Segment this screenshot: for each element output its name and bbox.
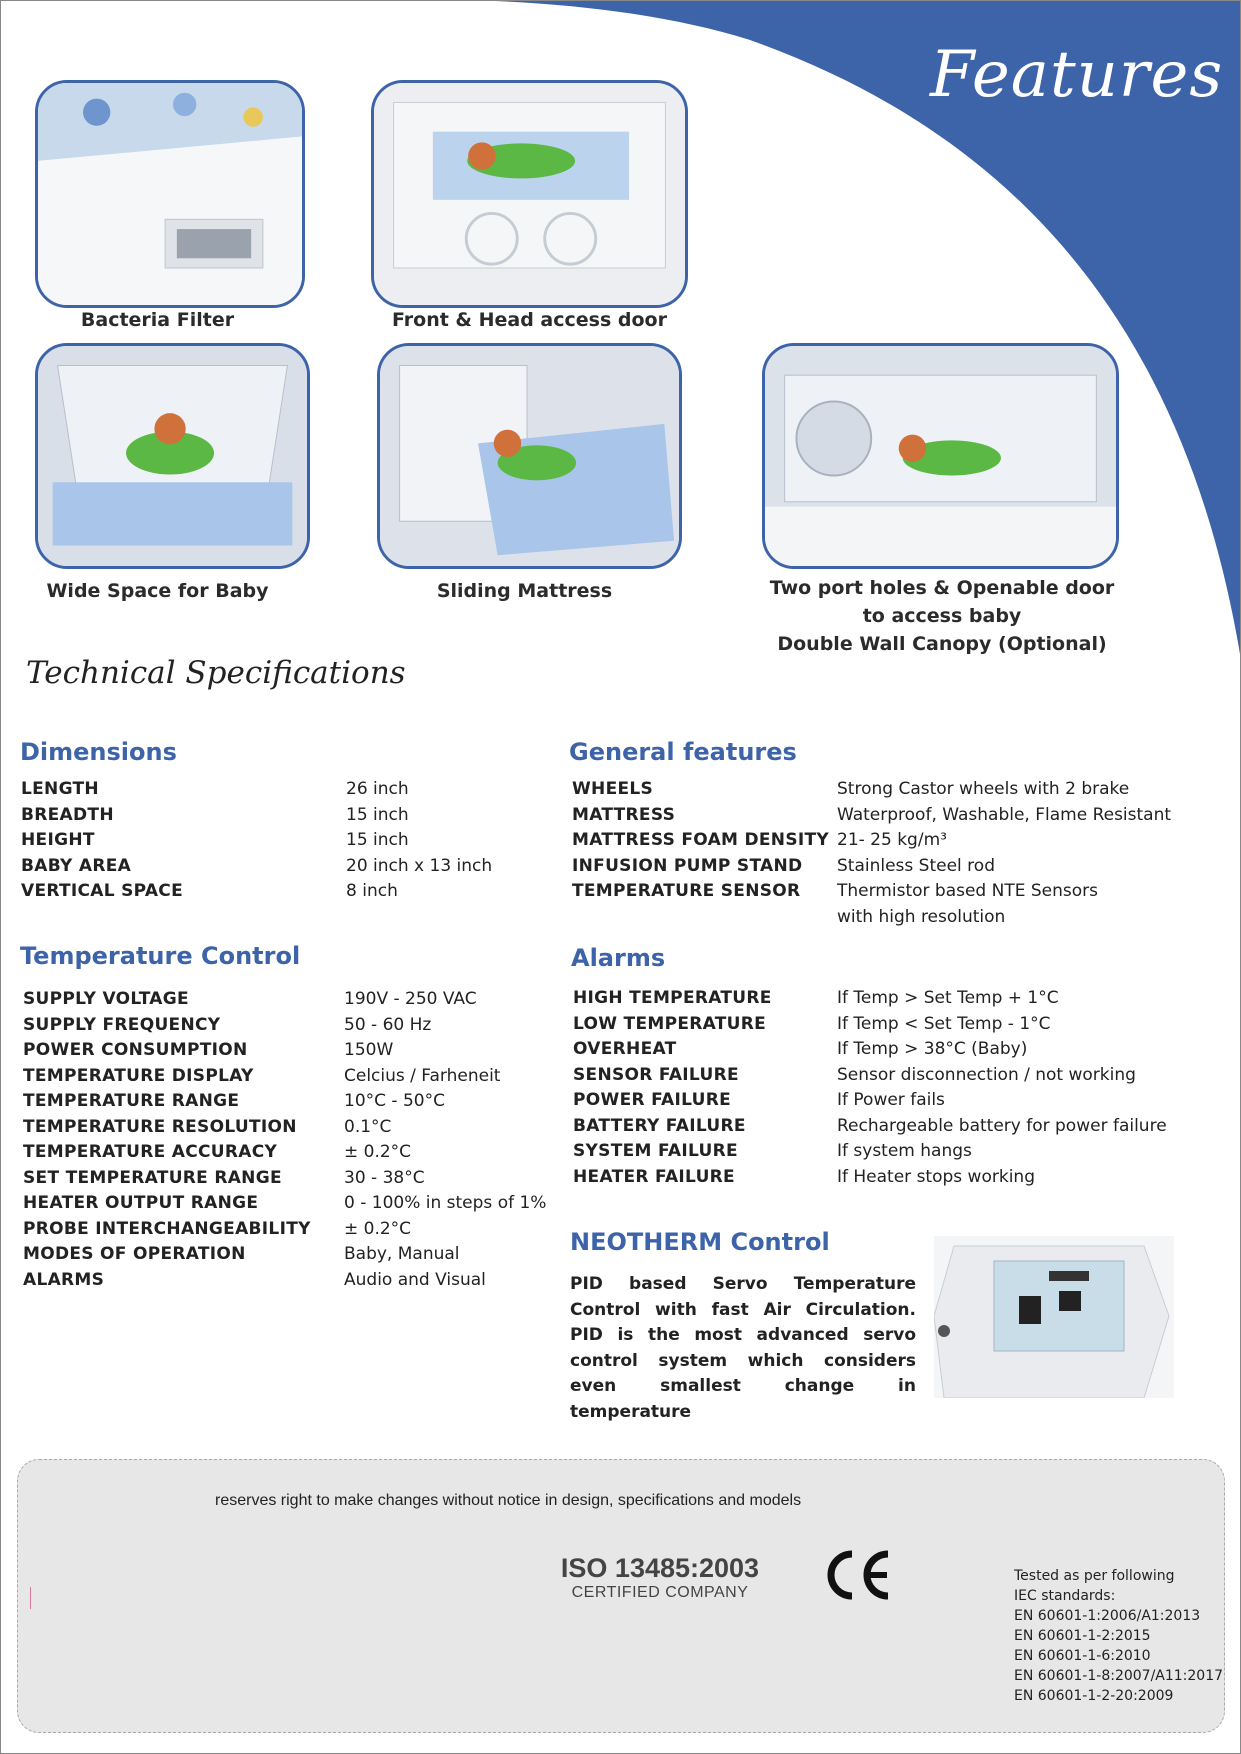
dimensions-table	[21, 777, 492, 905]
spec-value: Audio and Visual	[344, 1269, 486, 1290]
spec-value: 26 inch	[346, 779, 409, 799]
spec-row	[573, 1037, 1167, 1063]
photo-bacteria-filter	[35, 80, 305, 308]
spec-row	[573, 1088, 1167, 1114]
standard-line: EN 60601-1-8:2007/A11:2017	[1014, 1668, 1224, 1684]
spec-value: 15 inch	[346, 830, 409, 850]
spec-key	[572, 905, 837, 931]
caption-front-head-access-door: Front & Head access door	[392, 309, 667, 331]
spec-value: Rechargeable battery for power failure	[837, 1115, 1167, 1136]
spec-key: TEMPERATURE DISPLAY	[23, 1065, 254, 1086]
spec-key: BREADTH	[21, 804, 114, 825]
spec-key: SET TEMPERATURE RANGE	[23, 1167, 282, 1188]
spec-row	[572, 803, 1171, 829]
spec-row	[23, 1166, 546, 1192]
spec-row	[23, 1242, 546, 1268]
spec-value: If Temp < Set Temp - 1°C	[837, 1013, 1051, 1034]
features-title: Features	[930, 38, 1224, 112]
spec-row	[23, 1217, 546, 1243]
iso-certification	[540, 1553, 780, 1602]
neotherm-control-title: NEOTHERM Control	[570, 1228, 830, 1256]
standard-line: EN 60601-1-2-20:2009	[1014, 1688, 1174, 1704]
spec-key: TEMPERATURE ACCURACY	[23, 1142, 278, 1162]
spec-key: HEATER FAILURE	[573, 1166, 735, 1187]
general-features-table	[572, 777, 1171, 930]
spec-key: MATTRESS FOAM DENSITY	[572, 830, 830, 850]
spec-value: 190V - 250 VAC	[344, 989, 477, 1009]
spec-key: ALARMS	[23, 1269, 105, 1290]
alarms-table	[573, 986, 1167, 1190]
photo-front-head-access-door	[371, 80, 688, 308]
spec-row	[572, 854, 1171, 880]
caption-line-1: Two port holes & Openable door	[769, 577, 1115, 599]
caption-wide-space-for-baby: Wide Space for Baby	[46, 580, 269, 602]
spec-row	[21, 879, 492, 905]
spec-row	[573, 1063, 1167, 1089]
ce-mark-icon	[824, 1548, 894, 1602]
spec-value: 10°C - 50°C	[344, 1091, 445, 1111]
spec-value: ± 0.2°C	[344, 1142, 412, 1162]
spec-row	[573, 1139, 1167, 1165]
spec-value: If system hangs	[837, 1141, 972, 1161]
spec-value: 30 - 38°C	[344, 1167, 425, 1188]
spec-value: 50 - 60 Hz	[344, 1014, 432, 1035]
spec-row	[572, 828, 1171, 854]
spec-row	[21, 854, 492, 880]
spec-key: TEMPERATURE RANGE	[23, 1091, 240, 1111]
spec-row	[23, 1191, 546, 1217]
spec-value: 20 inch x 13 inch	[346, 855, 493, 876]
general-features-title: General features	[569, 738, 797, 766]
spec-value: 0.1°C	[344, 1116, 392, 1137]
footer-mark	[30, 1587, 31, 1609]
spec-row	[572, 905, 1171, 931]
spec-key: TEMPERATURE RESOLUTION	[23, 1116, 297, 1137]
spec-row	[572, 777, 1171, 803]
spec-value: Baby, Manual	[344, 1244, 460, 1264]
spec-row	[23, 1115, 546, 1141]
spec-key: BABY AREA	[21, 855, 132, 876]
standard-line: EN 60601-1:2006/A1:2013	[1014, 1608, 1201, 1624]
spec-key: PROBE INTERCHANGEABILITY	[23, 1218, 311, 1239]
footer-disclaimer: reserves right to make changes without notice in design, specifications and models	[215, 1492, 802, 1509]
standard-line: IEC standards:	[1014, 1588, 1116, 1604]
spec-row	[23, 1268, 546, 1294]
spec-value: with high resolution	[837, 906, 1006, 927]
spec-key: HEIGHT	[21, 830, 95, 850]
spec-value: If Power fails	[837, 1090, 945, 1110]
spec-value: Thermistor based NTE Sensors	[837, 881, 1099, 901]
spec-row	[573, 1012, 1167, 1038]
temperature-control-table	[23, 987, 546, 1293]
spec-value: Celcius / Farheneit	[344, 1065, 501, 1086]
caption-bacteria-filter: Bacteria Filter	[80, 309, 235, 331]
photo-two-port-holes	[762, 343, 1119, 569]
standard-line: Tested as per following	[1014, 1568, 1175, 1584]
spec-key: SENSOR FAILURE	[573, 1064, 739, 1085]
spec-key: TEMPERATURE SENSOR	[572, 881, 801, 901]
spec-key: POWER CONSUMPTION	[23, 1040, 248, 1060]
spec-value: 0 - 100% in steps of 1%	[344, 1193, 547, 1213]
spec-key: HIGH TEMPERATURE	[573, 988, 772, 1008]
spec-row	[23, 1038, 546, 1064]
spec-key: OVERHEAT	[573, 1039, 677, 1059]
spec-value: 150W	[344, 1040, 394, 1060]
spec-key: SUPPLY VOLTAGE	[23, 989, 189, 1009]
spec-row	[21, 803, 492, 829]
iso-sub-label: CERTIFIED COMPANY	[571, 1584, 749, 1601]
spec-row	[573, 986, 1167, 1012]
spec-row	[23, 1089, 546, 1115]
spec-value: ± 0.2°C	[344, 1218, 412, 1239]
spec-row	[573, 1114, 1167, 1140]
spec-row	[23, 1013, 546, 1039]
spec-value: Sensor disconnection / not working	[837, 1064, 1136, 1085]
iec-standards-list	[1014, 1566, 1223, 1706]
spec-key: INFUSION PUMP STAND	[572, 855, 803, 876]
caption-line-2: to access baby	[862, 605, 1022, 627]
spec-value: Waterproof, Washable, Flame Resistant	[837, 804, 1172, 825]
spec-row	[23, 1064, 546, 1090]
photo-wide-space-for-baby	[35, 343, 310, 569]
spec-value: 8 inch	[346, 881, 398, 901]
standard-line: EN 60601-1-6:2010	[1014, 1648, 1151, 1664]
caption-two-port-holes	[762, 574, 1122, 658]
temperature-control-title: Temperature Control	[20, 942, 301, 970]
spec-value: Strong Castor wheels with 2 brake	[837, 779, 1130, 799]
spec-row	[572, 879, 1171, 905]
spec-key: LENGTH	[21, 779, 99, 799]
caption-line-3: Double Wall Canopy (Optional)	[777, 633, 1107, 655]
spec-row	[23, 987, 546, 1013]
dimensions-title: Dimensions	[20, 738, 177, 766]
spec-key: HEATER OUTPUT RANGE	[23, 1193, 259, 1213]
spec-value: 21- 25 kg/m³	[837, 830, 947, 850]
spec-key: LOW TEMPERATURE	[573, 1013, 767, 1034]
technical-specifications-title: Technical Specifications	[26, 655, 406, 691]
standard-line: EN 60601-1-2:2015	[1014, 1628, 1151, 1644]
neotherm-description: PID based Servo Temperature Control with fast Air Circulation. PID is the most advanced servo control system which considers even smallest change in temperature	[570, 1274, 916, 1422]
spec-row	[23, 1140, 546, 1166]
alarms-title: Alarms	[571, 944, 666, 972]
spec-key: WHEELS	[572, 779, 654, 799]
spec-value: If Temp > Set Temp + 1°C	[837, 988, 1059, 1008]
spec-value: If Temp > 38°C (Baby)	[837, 1039, 1028, 1059]
spec-value: Stainless Steel rod	[837, 855, 995, 876]
spec-key: SUPPLY FREQUENCY	[23, 1014, 221, 1035]
spec-key: SYSTEM FAILURE	[573, 1141, 738, 1161]
iso-label: ISO 13485:2003	[560, 1553, 760, 1583]
photo-neotherm-controller	[934, 1236, 1174, 1398]
spec-key: BATTERY FAILURE	[573, 1115, 746, 1136]
spec-value: 15 inch	[346, 804, 409, 825]
spec-key: MATTRESS	[572, 804, 676, 825]
spec-key: MODES OF OPERATION	[23, 1244, 246, 1264]
spec-key: VERTICAL SPACE	[21, 881, 183, 901]
spec-key: POWER FAILURE	[573, 1090, 732, 1110]
spec-row	[21, 777, 492, 803]
spec-value: If Heater stops working	[837, 1166, 1035, 1187]
photo-sliding-mattress	[377, 343, 682, 569]
caption-sliding-mattress: Sliding Mattress	[436, 580, 613, 602]
spec-row	[573, 1165, 1167, 1191]
spec-row	[21, 828, 492, 854]
